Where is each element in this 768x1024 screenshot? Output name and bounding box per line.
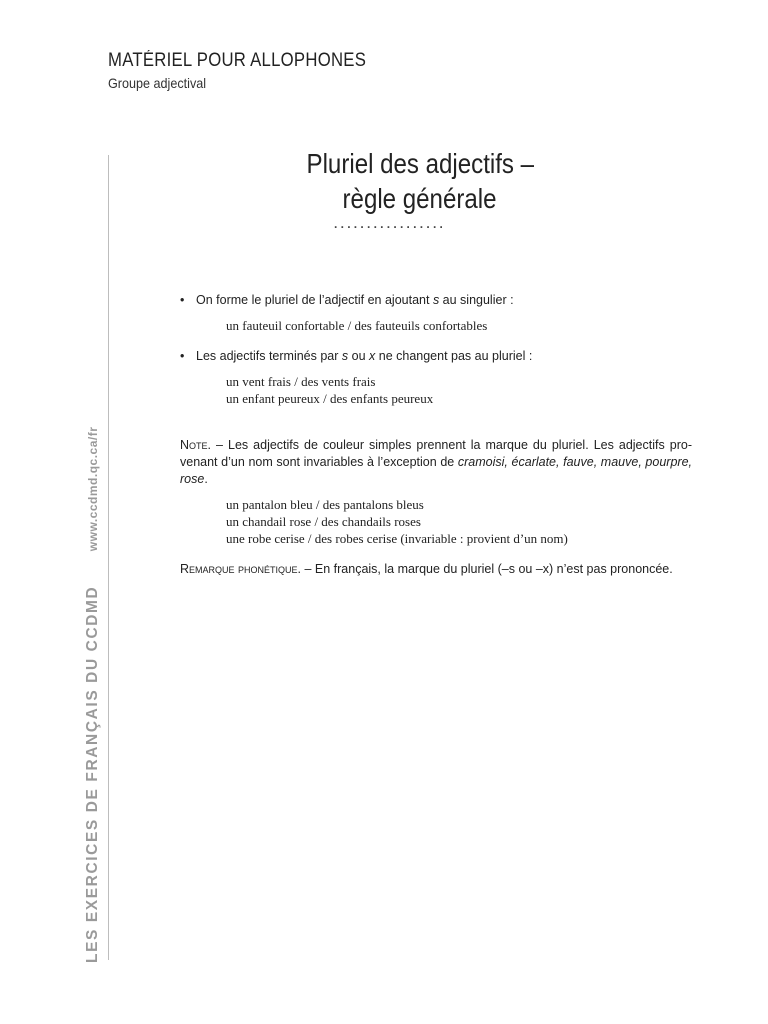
rule-2: • Les adjectifs terminés par s ou x ne changent pas au pluriel : (180, 349, 533, 363)
remark-paragraph: Remarque phonétique. – En français, la marque du pluriel (–s ou –x) n’est pas prononcée. (180, 562, 673, 576)
margin-rule (108, 155, 109, 960)
example: un vent frais / des vents frais (226, 374, 376, 389)
note-label: Note (180, 438, 208, 452)
example: un fauteuil confortable / des fauteuils confortables (226, 318, 488, 333)
title-line-1: Pluriel des adjectifs – (306, 148, 534, 179)
example: une robe cerise / des robes cerise (invariable : provient d’un nom) (226, 531, 568, 546)
page-title (200, 146, 640, 216)
rule-1: • On forme le pluriel de l’adjectif en ajoutant s au singulier : (180, 293, 514, 307)
bullet-icon: • (180, 349, 185, 363)
remark-label: Remarque phonétique (180, 562, 298, 576)
series-title: MATÉRIEL POUR ALLOPHONES (108, 50, 367, 71)
side-label: LES EXERCICES DE FRANÇAIS DU CCDMD (84, 585, 101, 963)
series-subtitle: Groupe adjectival (108, 75, 207, 91)
example: un enfant peureux / des enfants peureux (226, 391, 434, 406)
title-line-2: règle générale (343, 183, 497, 214)
side-url[interactable]: www.ccdmd.qc.ca/fr (86, 426, 100, 552)
header (108, 50, 401, 91)
example: un pantalon bleu / des pantalons bleus (226, 497, 424, 512)
side-banner (84, 427, 102, 963)
note-paragraph: Note. – Les adjectifs de couleur simples prennent la marque du pluriel. Les adjectifs provenant d’un nom sont invariables à l’exception de cramoisi, écarlate, fauve, mauve, pourpre, rose. (180, 438, 692, 486)
bullet-icon: • (180, 293, 185, 307)
example: un chandail rose / des chandails roses (226, 514, 421, 529)
content (180, 292, 692, 578)
title-dots: ················· (334, 220, 447, 234)
